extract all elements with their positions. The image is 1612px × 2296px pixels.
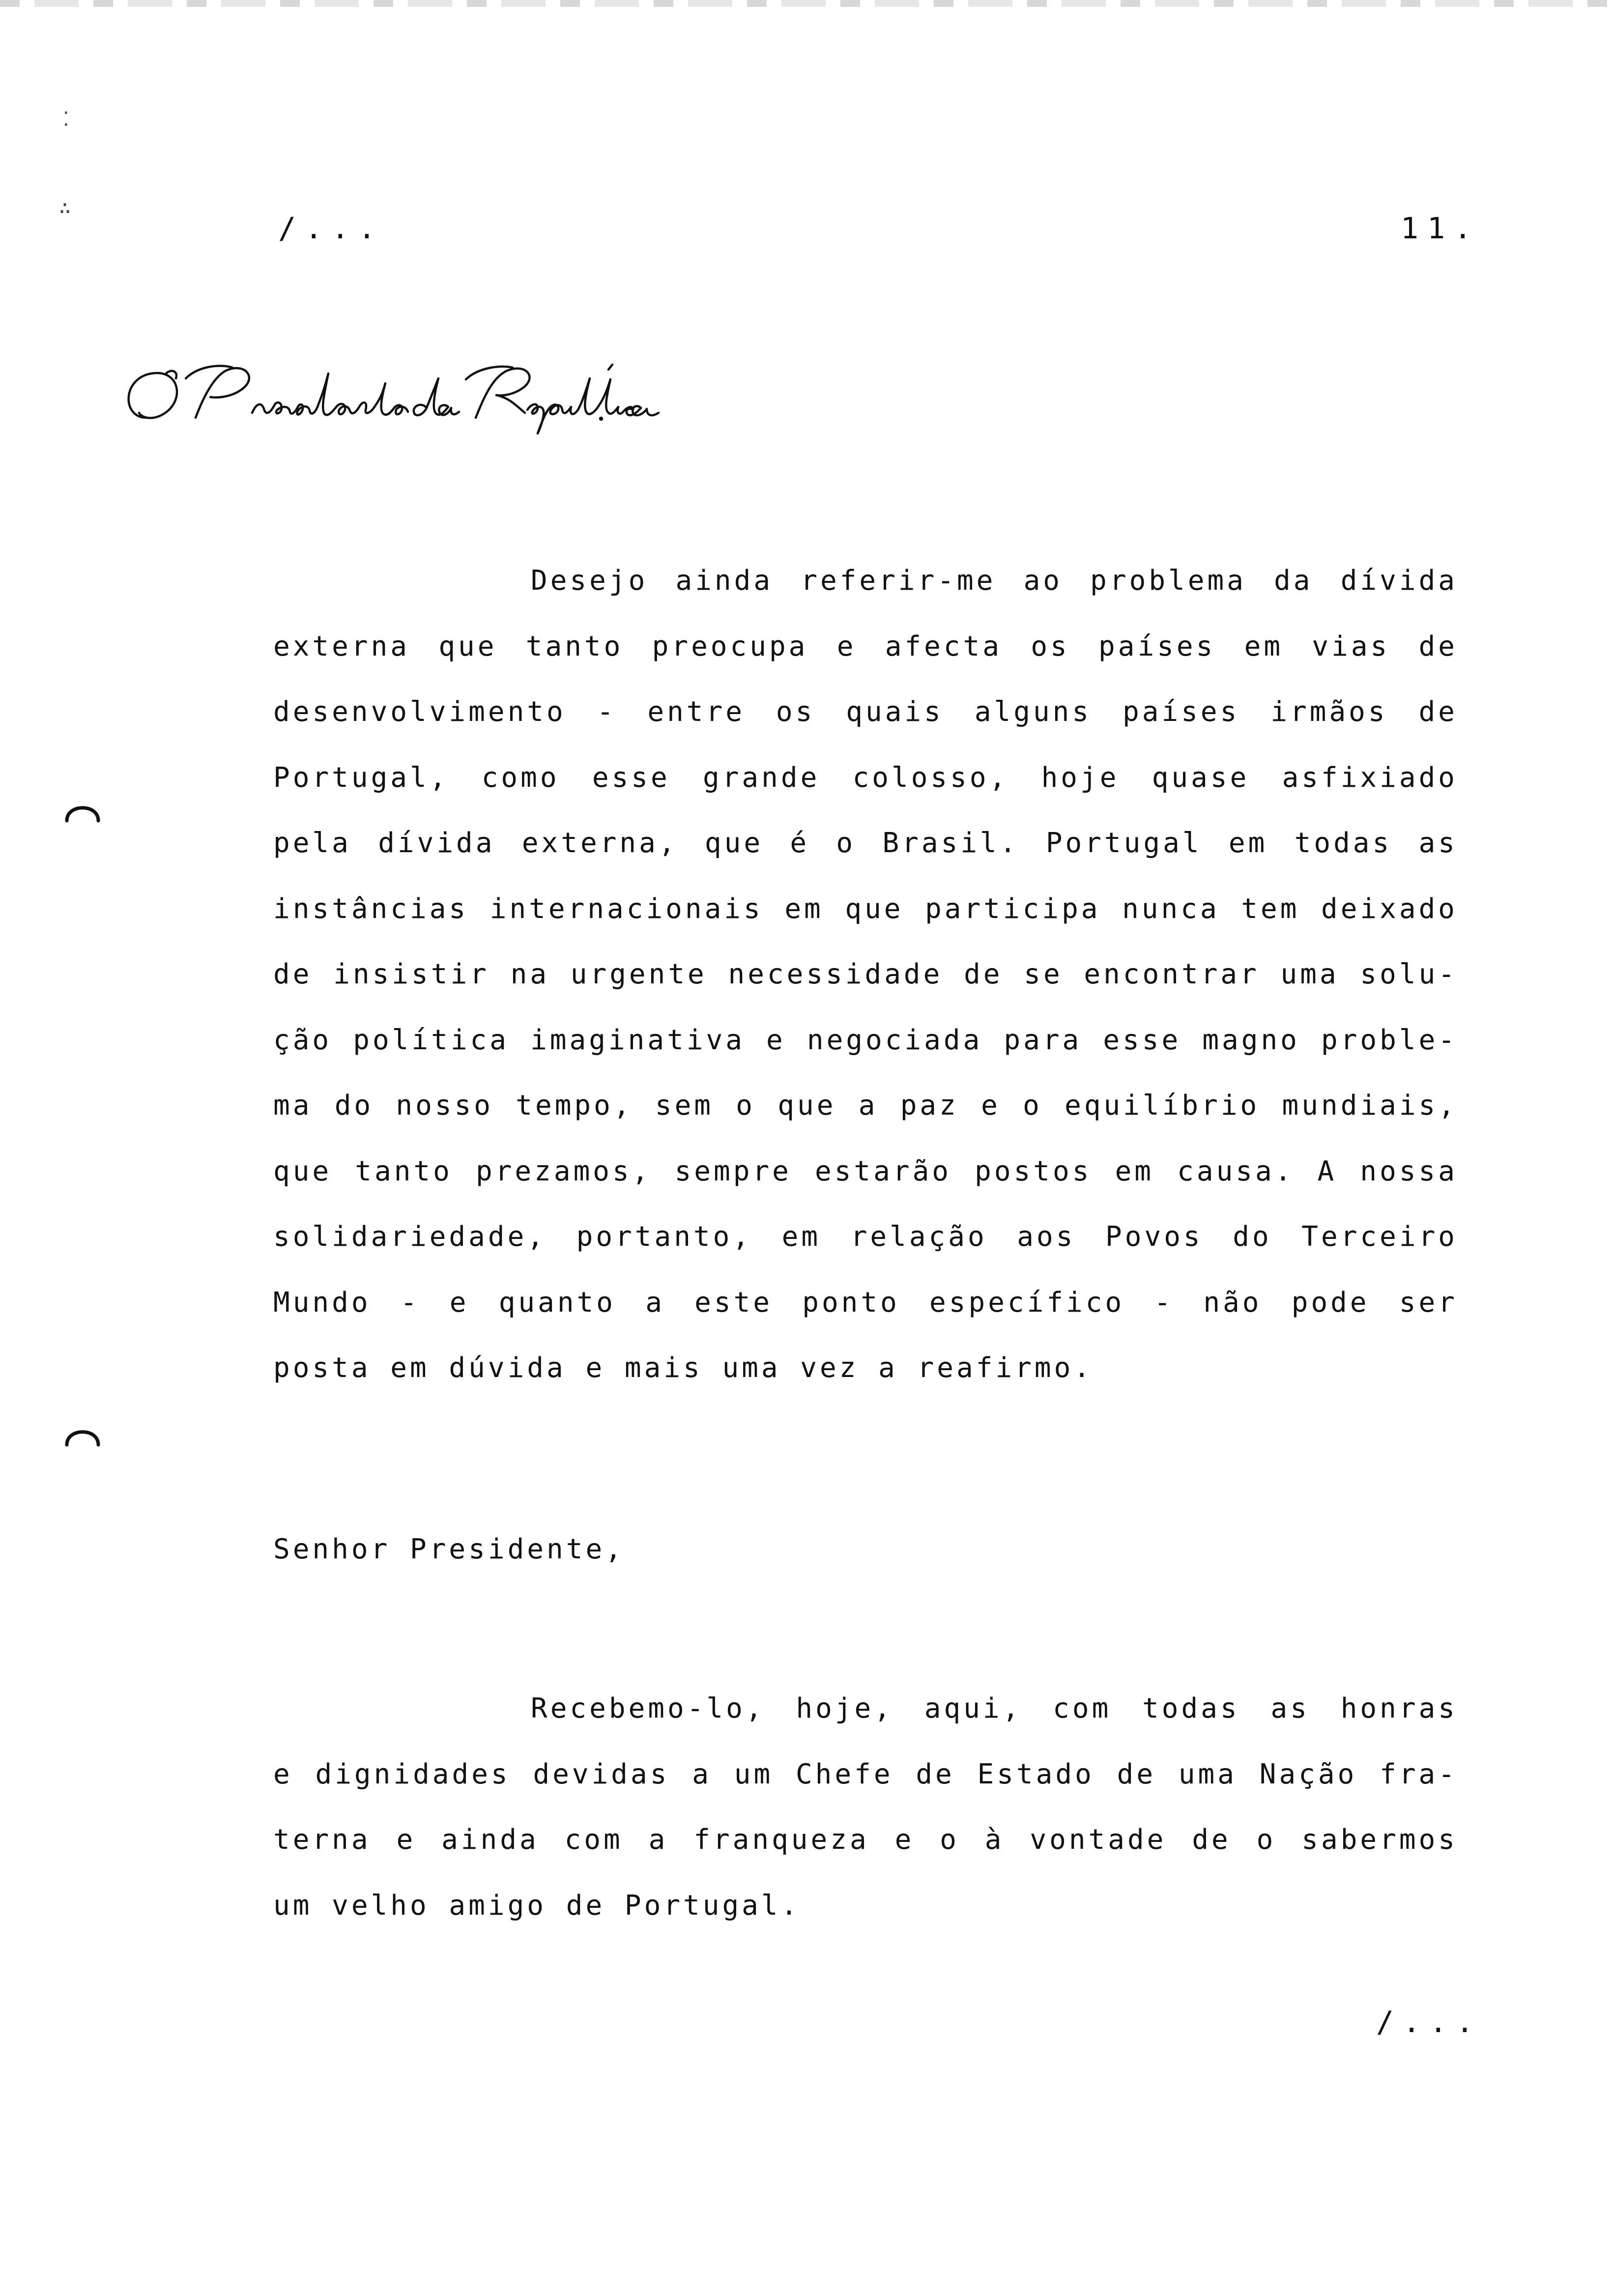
margin-mark-icon: ∴ (59, 197, 71, 219)
paragraph-line: ção política imaginativa e negociada para esse magno proble- (273, 1024, 1458, 1056)
paragraph-line: Mundo - e quanto a este ponto específico - não pode ser (273, 1286, 1458, 1319)
paragraph-line: que tanto prezamos, sempre estarão postos em causa. A nossa (273, 1155, 1458, 1187)
punch-hole-mark-icon (63, 1415, 102, 1455)
footer-continuation-mark: /... (1376, 2005, 1483, 2039)
paragraph-line: terna e ainda com a franqueza e o à vontade de o sabermos (273, 1824, 1458, 1856)
paragraph-line: pela dívida externa, que é o Brasil. Portugal em todas as (273, 827, 1458, 859)
paragraph-line: de insistir na urgente necessidade de se encontrar uma solu- (273, 958, 1458, 990)
paragraph-line: ma do nosso tempo, sem o que a paz e o equilíbrio mundiais, (273, 1090, 1458, 1121)
paragraph-line: externa que tanto preocupa e afecta os países em vias de (273, 630, 1458, 662)
body-paragraph-1 (273, 548, 1458, 1401)
header-continuation-mark: /... (278, 211, 385, 246)
paragraph-line: posta em dúvida e mais uma vez a reafirmo. (273, 1352, 1094, 1384)
body-paragraph-2 (273, 1676, 1458, 1938)
punch-hole-mark-icon (63, 791, 102, 831)
letterhead-script-logo (112, 344, 682, 437)
paragraph-line: um velho amigo de Portugal. (273, 1889, 801, 1922)
salutation: Senhor Presidente, (273, 1533, 625, 1565)
paragraph-line: solidariedade, portanto, em relação aos Povos do Terceiro (273, 1221, 1458, 1253)
paragraph-line: Desejo ainda referir-me ao problema da dívida (531, 565, 1458, 597)
scan-artifact-top (0, 0, 1612, 7)
paragraph-line: desenvolvimento - entre os quais alguns países irmãos de (273, 696, 1458, 728)
page-number: 11. (1401, 211, 1481, 246)
paragraph-line: Portugal, como esse grande colosso, hoje quase asfixiado (273, 761, 1458, 794)
margin-mark-icon: ⁚ (63, 108, 69, 131)
paragraph-line: instâncias internacionais em que participa nunca tem deixado (273, 892, 1458, 925)
paragraph-line: e dignidades devidas a um Chefe de Estado de uma Nação fra- (273, 1758, 1458, 1790)
paragraph-line: Recebemo-lo, hoje, aqui, com todas as honras (531, 1693, 1458, 1724)
